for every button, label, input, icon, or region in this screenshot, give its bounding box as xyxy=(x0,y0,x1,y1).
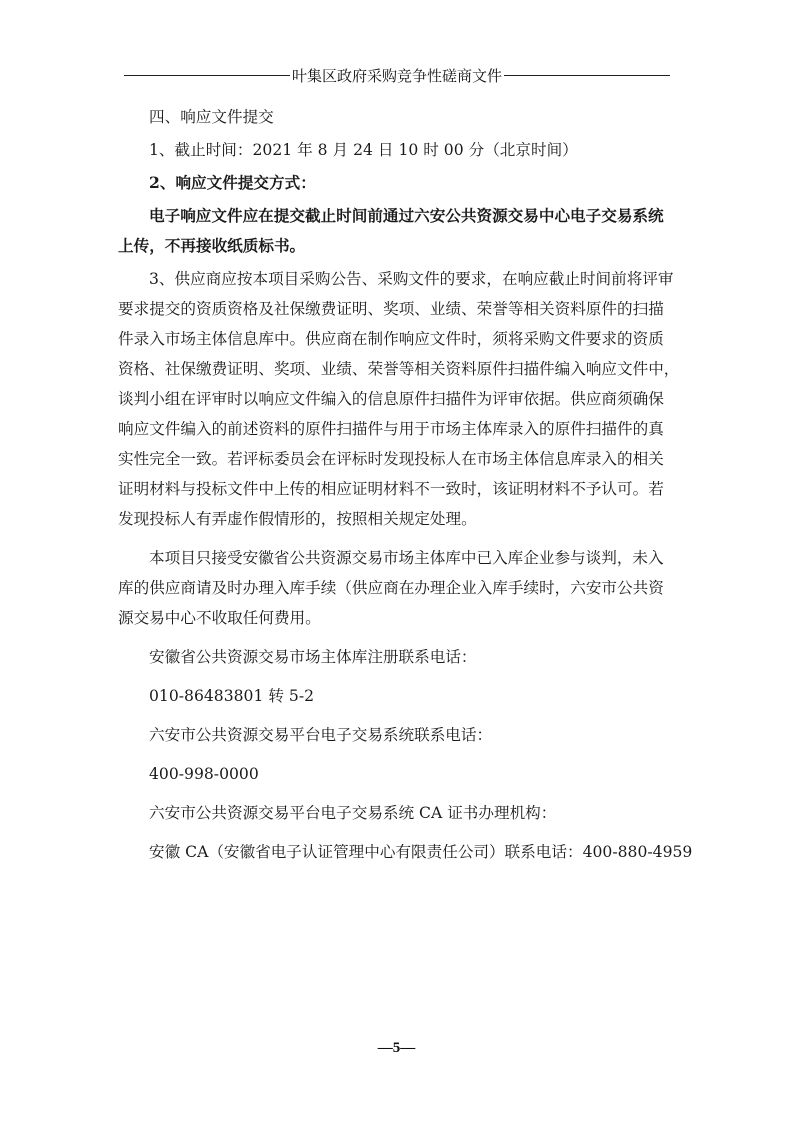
header-rule-right xyxy=(504,75,670,76)
paragraph-line: 实性完全一致。若评标委员会在评标时发现投标人在市场主体信息库录入的相关 xyxy=(118,450,664,468)
paragraph-line: 要求提交的资质资格及社保缴费证明、奖项、业绩、荣誉等相关资料原件的扫描 xyxy=(118,300,664,318)
paragraph-line: 上传，不再接收纸质标书。 xyxy=(118,236,306,255)
paragraph-3 xyxy=(118,264,684,534)
registry-label: 安徽省公共资源交易市场主体库注册联系电话： xyxy=(149,648,477,666)
ca-contact-line: 安徽 CA（安徽省电子认证管理中心有限责任公司）联系电话：400-880-4959 xyxy=(149,843,693,861)
contacts-block xyxy=(118,642,693,867)
ca-label: 六安市公共资源交易平台电子交易系统 CA 证书办理机构： xyxy=(149,804,557,822)
page-number: —5— xyxy=(377,1040,416,1056)
paragraph-line: 谈判小组在评审时以响应文件编入的信息原件扫描件为评审依据。供应商须确保 xyxy=(118,390,664,408)
paragraph-line: 源交易中心不收取任何费用。 xyxy=(118,609,321,627)
paragraph-line: 资格、社保缴费证明、奖项、业绩、荣誉等相关资料原件扫描件编入响应文件中， xyxy=(118,360,680,378)
page-header xyxy=(124,64,670,86)
paragraph-line: 响应文件编入的前述资料的原件扫描件与用于市场主体库录入的原件扫描件的真 xyxy=(118,420,664,438)
paragraph-line: 件录入市场主体信息库中。供应商在制作响应文件时，须将采购文件要求的资质 xyxy=(118,330,664,348)
paragraph-line: 发现投标人有弄虚作假情形的，按照相关规定处理。 xyxy=(118,510,477,528)
paragraph-line: 本项目只接受安徽省公共资源交易市场主体库中已入库企业参与谈判，未入 xyxy=(149,549,664,567)
paragraph-4 xyxy=(118,543,684,633)
paragraph-line: 库的供应商请及时办理入库手续（供应商在办理企业入库手续时，六安市公共资 xyxy=(118,579,664,597)
system-label: 六安市公共资源交易平台电子交易系统联系电话： xyxy=(149,726,493,744)
system-phone: 400-998-0000 xyxy=(149,765,259,783)
section-title: 四、响应文件提交 xyxy=(149,108,274,126)
paragraph-line: 证明材料与投标文件中上传的相应证明材料不一致时，该证明材料不予认可。若 xyxy=(118,480,664,498)
paragraph-line: 电子响应文件应在提交截止时间前通过六安公共资源交易中心电子交易系统 xyxy=(149,206,664,225)
document-body xyxy=(118,102,693,867)
method-bold-paragraph xyxy=(118,201,684,261)
registry-phone: 010-86483801 转 5-2 xyxy=(149,687,315,705)
method-title: 2、响应文件提交方式： xyxy=(149,173,316,192)
deadline-line: 1、截止时间：2021 年 8 月 24 日 10 时 00 分（北京时间） xyxy=(149,141,578,159)
header-rule-left xyxy=(124,75,290,76)
header-title: 叶集区政府采购竞争性磋商文件 xyxy=(292,66,503,85)
paragraph-line: 3、供应商应按本项目采购公告、采购文件的要求，在响应截止时间前将评审 xyxy=(149,270,674,288)
